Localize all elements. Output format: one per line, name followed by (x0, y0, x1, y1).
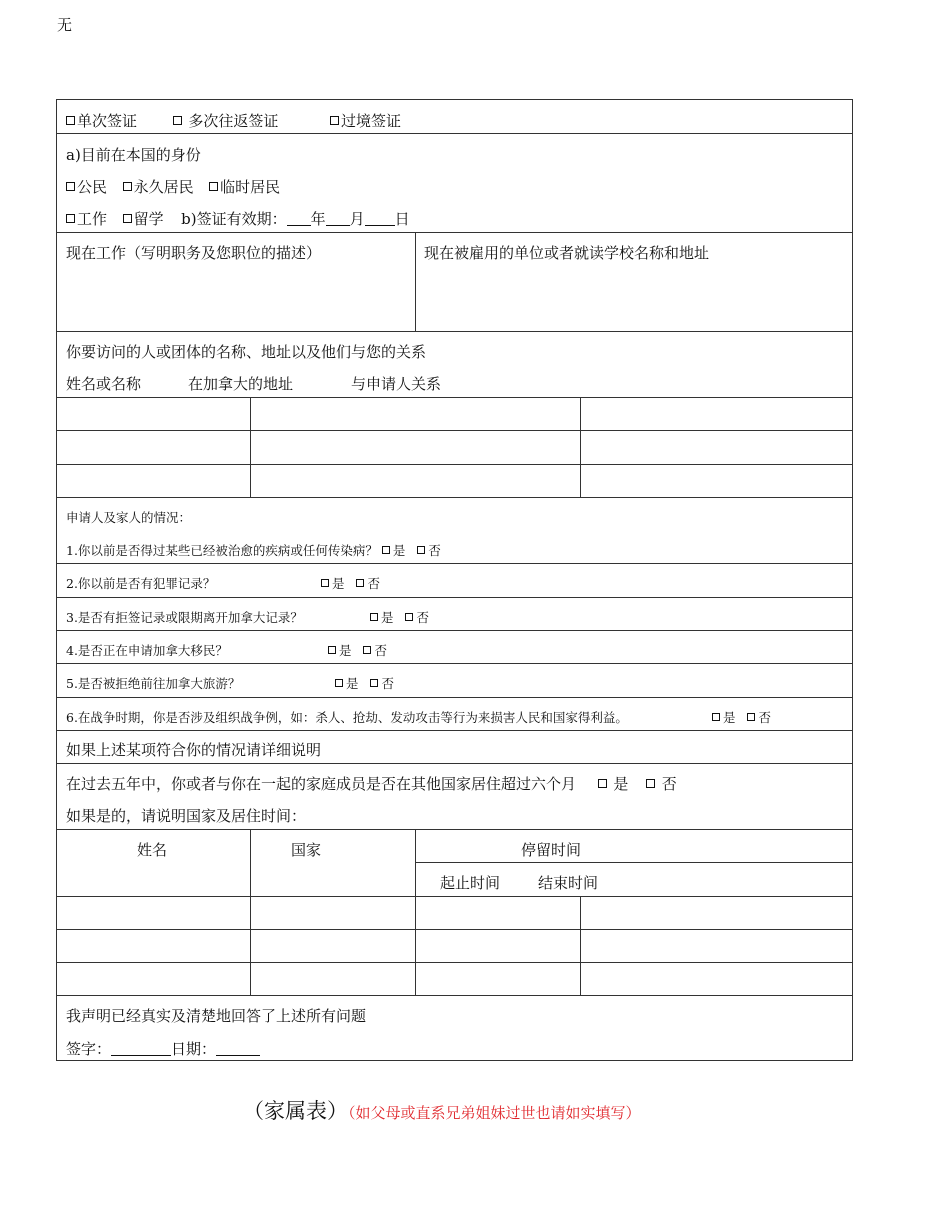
residence-yes-checkbox[interactable] (598, 779, 607, 788)
residence-no-checkbox[interactable] (646, 779, 655, 788)
q6-yes-checkbox[interactable] (712, 713, 720, 721)
validity-year-field[interactable] (287, 211, 311, 226)
divider (57, 464, 852, 465)
divider (57, 763, 852, 764)
divider (57, 663, 852, 664)
divider (250, 829, 251, 995)
residence-col-stay: 停留时间 (521, 841, 582, 859)
permanent-resident-checkbox[interactable] (123, 182, 132, 191)
residence-question: 在过去五年中，你或者与你在一起的家庭成员是否在其他国家居住超过六个月 是 否 (66, 775, 677, 793)
divider (57, 430, 852, 431)
residence-col-start: 起止时间 (440, 874, 501, 892)
q6-no-checkbox[interactable] (747, 713, 755, 721)
question-1: 1.你以前是否得过某些已经被治愈的疾病或任何传染病？ 是 否 (66, 543, 441, 558)
divider (57, 497, 852, 498)
q1-yes-checkbox[interactable] (382, 546, 390, 554)
q4-yes-checkbox[interactable] (328, 646, 336, 654)
residence-col-end: 结束时间 (538, 874, 599, 892)
divider (57, 133, 852, 134)
validity-month-field[interactable] (326, 211, 350, 226)
family-form-heading (243, 1095, 641, 1125)
divider (415, 232, 416, 331)
divider (580, 397, 581, 497)
visa-type-options: 单次签证 多次往返签证 过境签证 (66, 112, 401, 130)
q4-options: 是 否 (328, 643, 387, 659)
question-5: 5.是否被拒绝前往加拿大旅游？ (66, 676, 241, 691)
question-3: 3.是否有拒签记录或限期离开加拿大记录？ (66, 610, 303, 625)
divider (415, 829, 416, 995)
divider (415, 862, 852, 863)
q5-yes-checkbox[interactable] (335, 679, 343, 687)
status-options-2: 工作 留学 b)签证有效期： 年 月 日 (66, 210, 410, 228)
validity-day-field[interactable] (365, 211, 395, 226)
q6-options: 是 否 (712, 710, 771, 726)
visit-col-relation: 与申请人关系 (351, 375, 442, 393)
current-job-label: 现在工作（写明职务及您职位的描述） (66, 244, 322, 262)
status-options: 公民 永久居民 临时居民 (66, 178, 280, 196)
divider (57, 630, 852, 631)
multiple-visa-checkbox[interactable] (173, 116, 182, 125)
declaration-text: 我声明已经真实及清楚地回答了上述所有问题 (66, 1007, 367, 1025)
employer-label: 现在被雇用的单位或者就读学校名称和地址 (424, 244, 710, 262)
visit-title: 你要访问的人或团体的名称、地址以及他们与您的关系 (66, 343, 427, 361)
q1-no-checkbox[interactable] (417, 546, 425, 554)
divider (57, 331, 852, 332)
divider (57, 597, 852, 598)
divider (57, 896, 852, 897)
q5-no-checkbox[interactable] (370, 679, 378, 687)
divider (580, 896, 581, 995)
question-2: 2.你以前是否有犯罪记录？ (66, 576, 216, 591)
question-4: 4.是否正在申请加拿大移民？ (66, 643, 228, 658)
q3-no-checkbox[interactable] (405, 613, 413, 621)
divider (57, 730, 852, 731)
signature-field[interactable] (111, 1041, 171, 1056)
citizen-checkbox[interactable] (66, 182, 75, 191)
residence-col-country: 国家 (291, 841, 322, 859)
visa-application-form (56, 99, 853, 1061)
study-checkbox[interactable] (123, 214, 132, 223)
divider (57, 697, 852, 698)
q3-options: 是 否 (370, 610, 429, 626)
date-field[interactable] (216, 1041, 260, 1056)
questions-header: 申请人及家人的情况： (66, 510, 192, 525)
work-checkbox[interactable] (66, 214, 75, 223)
residence-followup: 如果是的，请说明国家及居住时间： (66, 807, 307, 825)
divider (57, 962, 852, 963)
family-form-note: （如父母或直系兄弟姐妹过世也请如实填写） (348, 1104, 641, 1122)
q3-yes-checkbox[interactable] (370, 613, 378, 621)
q2-options: 是 否 (321, 576, 380, 592)
top-note: 无 (57, 16, 73, 34)
divider (57, 929, 852, 930)
divider (57, 995, 852, 996)
divider (57, 829, 852, 830)
signature-line: 签字： 日期： (66, 1040, 260, 1058)
visit-col-address: 在加拿大的地址 (188, 375, 294, 393)
divider (57, 397, 852, 398)
single-visa-checkbox[interactable] (66, 116, 75, 125)
transit-visa-checkbox[interactable] (330, 116, 339, 125)
divider (57, 232, 852, 233)
explain-label: 如果上述某项符合你的情况请详细说明 (66, 741, 322, 759)
q2-yes-checkbox[interactable] (321, 579, 329, 587)
visit-col-name: 姓名或名称 (66, 375, 142, 393)
residence-col-name: 姓名 (137, 841, 168, 859)
status-title: a)目前在本国的身份 (66, 146, 201, 164)
q2-no-checkbox[interactable] (356, 579, 364, 587)
family-form-title: （家属表） (243, 1099, 348, 1123)
q4-no-checkbox[interactable] (363, 646, 371, 654)
question-6: 6.在战争时期，你是否涉及组织战争例，如：杀人、抢劫、发动攻击等行为来损害人民和国家得利益。 (66, 710, 628, 725)
divider (57, 563, 852, 564)
temporary-resident-checkbox[interactable] (209, 182, 218, 191)
q5-options: 是 否 (335, 676, 394, 692)
divider (250, 397, 251, 497)
visa-validity-label: b)签证有效期： (181, 210, 287, 228)
